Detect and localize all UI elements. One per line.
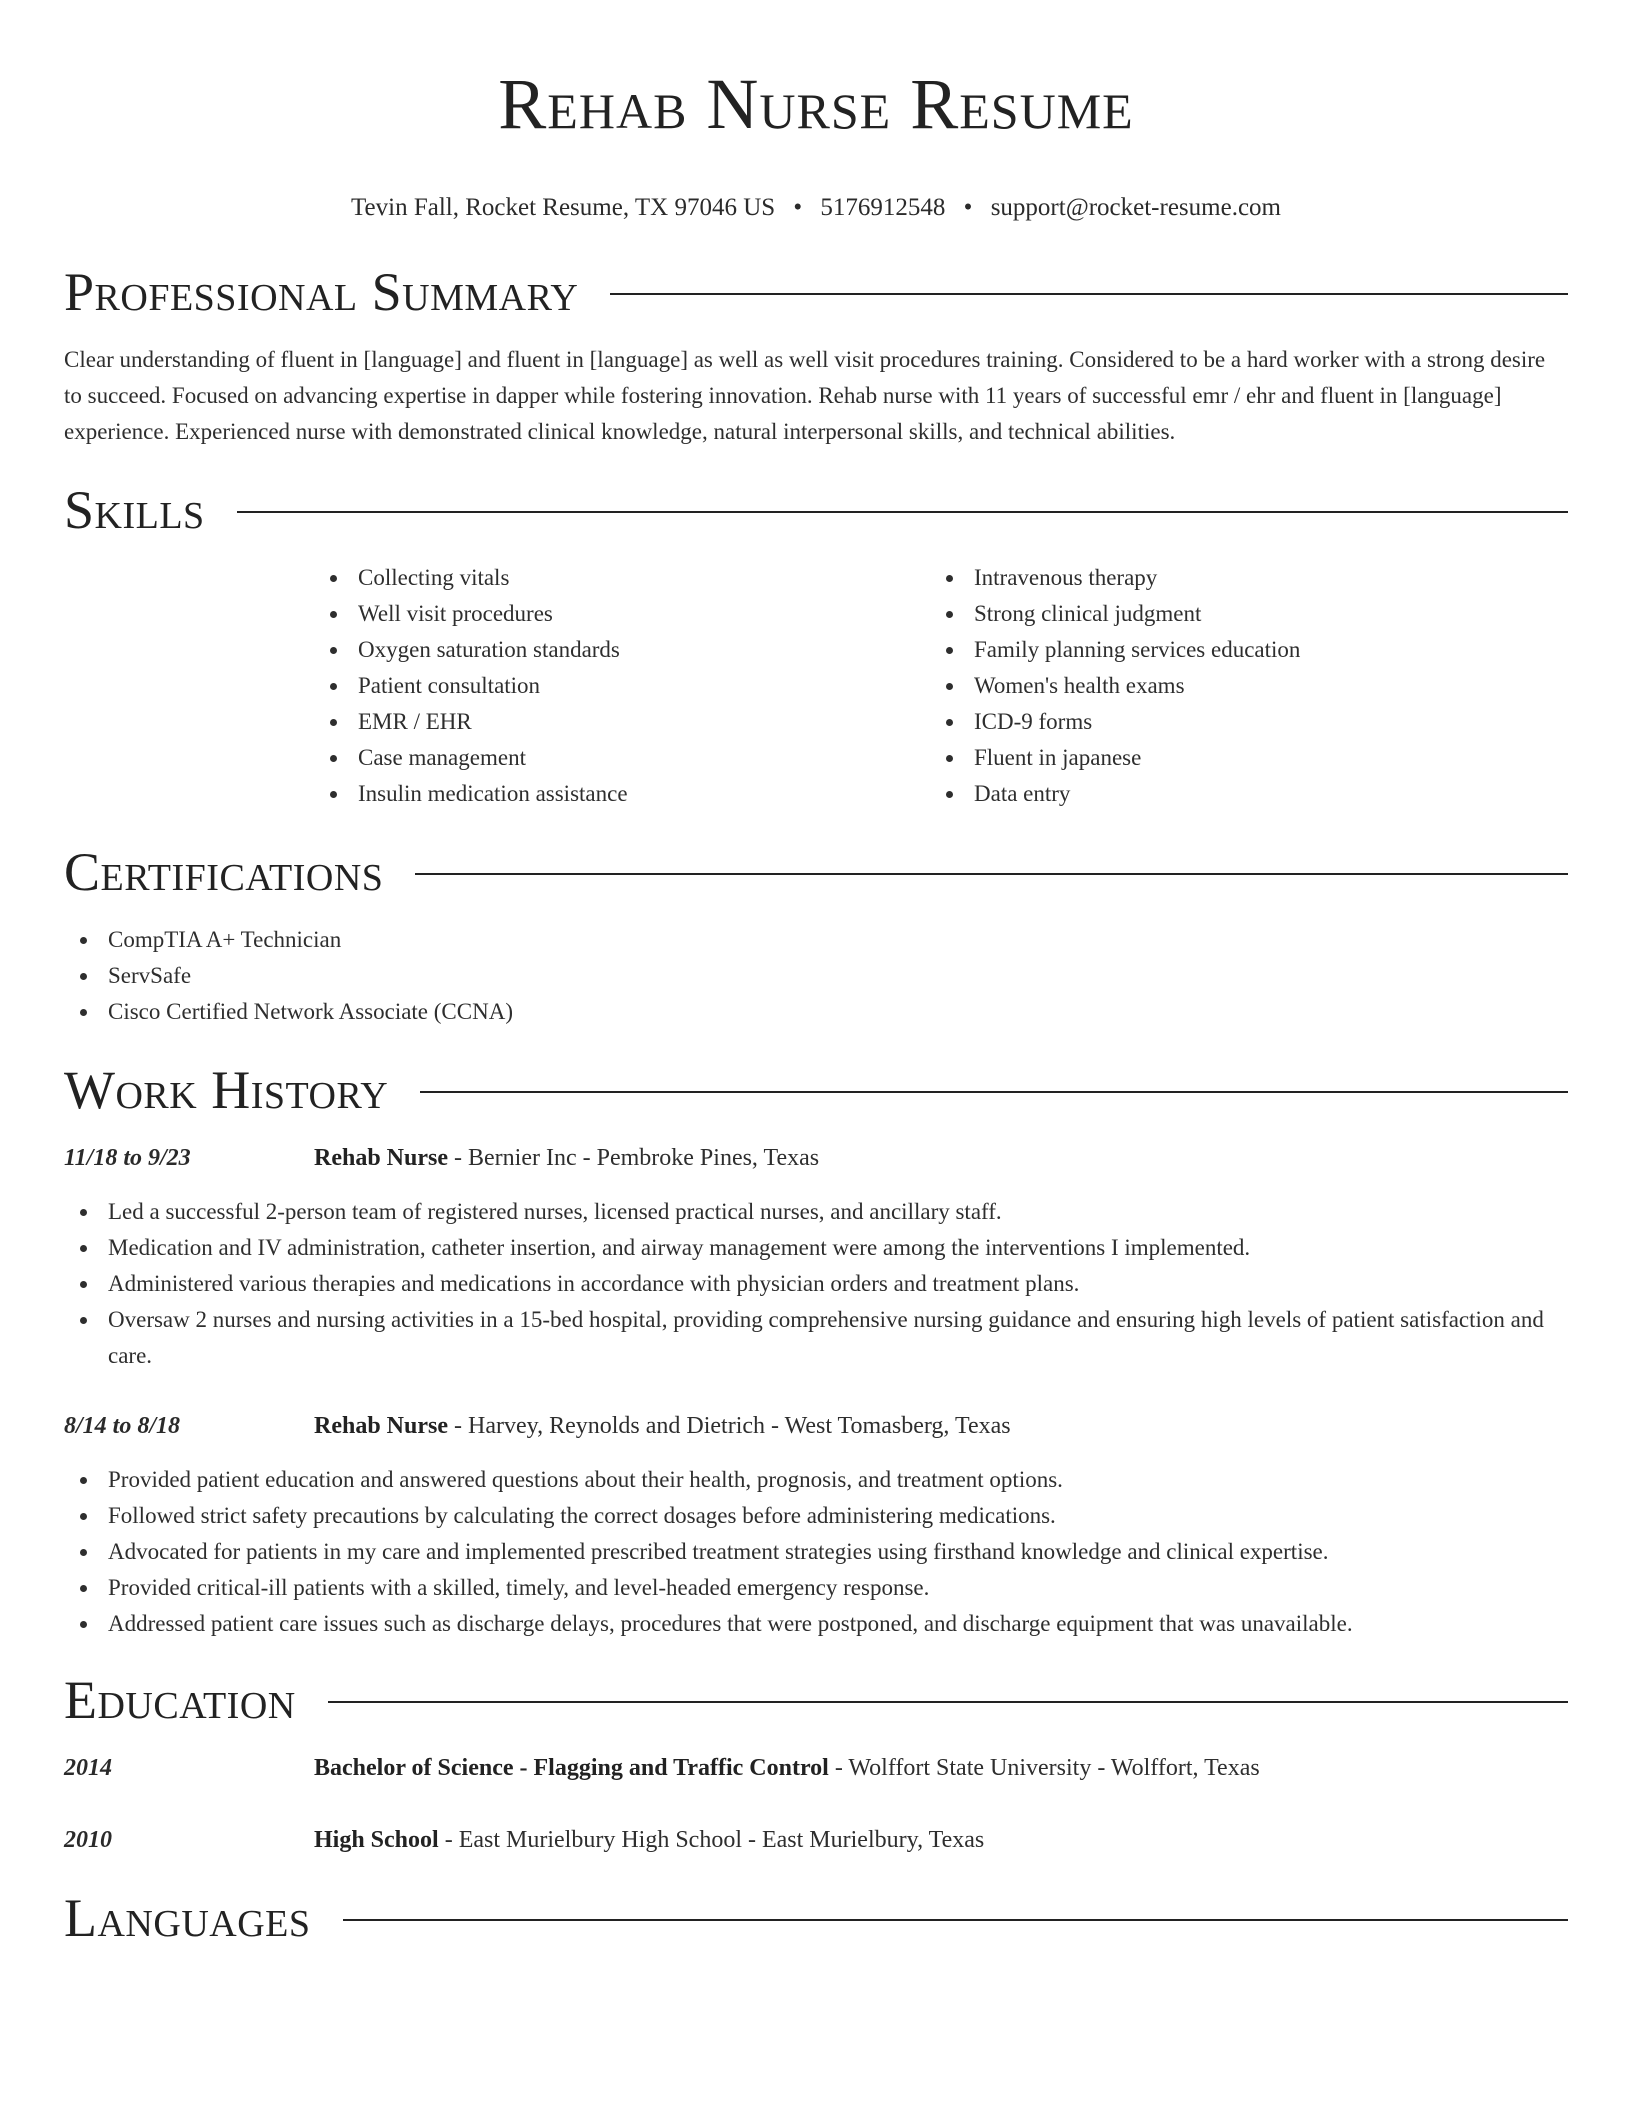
skill-item: Strong clinical judgment	[930, 596, 1546, 632]
job-bullet: Addressed patient care issues such as discharge delays, procedures that were postponed, and discharge equipment that was unavailable.	[64, 1606, 1568, 1642]
job-heading	[314, 1140, 1568, 1176]
job-bullet: Advocated for patients in my care and implemented prescribed treatment strategies using firsthand knowledge and clinical expertise.	[64, 1534, 1568, 1570]
section-title-education: Education	[64, 1670, 296, 1730]
education-degree: High School	[314, 1827, 439, 1853]
certification-item: ServSafe	[64, 958, 1568, 994]
skill-item: ICD-9 forms	[930, 704, 1546, 740]
section-divider	[420, 1091, 1568, 1093]
job-title: Rehab Nurse	[314, 1413, 449, 1439]
skills-grid	[314, 560, 1568, 812]
education-year: 2010	[64, 1827, 112, 1853]
section-divider	[328, 1701, 1568, 1703]
page-title: Rehab Nurse Resume	[498, 64, 1134, 144]
section-header-languages	[64, 1886, 1568, 1950]
job-bullet: Administered various therapies and medications in accordance with physician orders and treatment plans.	[64, 1266, 1568, 1302]
skill-item: Well visit procedures	[314, 596, 930, 632]
skills-list-right	[930, 560, 1546, 812]
skill-item: Data entry	[930, 776, 1546, 812]
education-heading	[314, 1822, 1568, 1858]
job-bullet: Followed strict safety precautions by calculating the correct dosages before administering medications.	[64, 1498, 1568, 1534]
skills-list-left	[314, 560, 930, 812]
job-title: Rehab Nurse	[314, 1145, 449, 1171]
skill-item: Oxygen saturation standards	[314, 632, 930, 668]
job-bullet: Oversaw 2 nurses and nursing activities in a 15-bed hospital, providing comprehensive nursing guidance and ensuring high levels of patient satisfaction and care.	[64, 1302, 1568, 1374]
job-heading	[314, 1408, 1568, 1444]
job-entry	[64, 1408, 1568, 1444]
certification-item: Cisco Certified Network Associate (CCNA)	[64, 994, 1568, 1030]
section-divider	[237, 511, 1568, 513]
job-employer: - Bernier Inc - Pembroke Pines, Texas	[448, 1145, 820, 1171]
education-entry	[64, 1822, 1568, 1858]
skill-item: Intravenous therapy	[930, 560, 1546, 596]
contact-address: Tevin Fall, Rocket Resume, TX 97046 US	[351, 194, 776, 221]
education-school: - Wolffort State University - Wolffort, Texas	[828, 1755, 1260, 1781]
job-bullets	[64, 1194, 1568, 1374]
contact-separator: •	[793, 194, 803, 221]
section-title-summary: Professional Summary	[64, 262, 579, 322]
job-bullet: Provided critical-ill patients with a skilled, timely, and level-headed emergency response.	[64, 1570, 1568, 1606]
section-divider	[343, 1919, 1569, 1921]
section-header-summary	[64, 260, 1568, 324]
education-school: - East Murielbury High School - East Murielbury, Texas	[438, 1827, 985, 1853]
certification-item: CompTIA A+ Technician	[64, 922, 1568, 958]
skill-item: Case management	[314, 740, 930, 776]
section-title-languages: Languages	[64, 1888, 311, 1948]
section-divider	[610, 293, 1568, 295]
section-title-skills: Skills	[64, 480, 205, 540]
job-bullet: Provided patient education and answered questions about their health, prognosis, and treatment options.	[64, 1462, 1568, 1498]
contact-email: support@rocket-resume.com	[990, 194, 1281, 221]
section-title-certifications: Certifications	[64, 842, 384, 902]
job-dates: 8/14 to 8/18	[64, 1413, 181, 1439]
skill-item: Collecting vitals	[314, 560, 930, 596]
section-header-certifications	[64, 840, 1568, 904]
contact-separator: •	[963, 194, 973, 221]
summary-text: Clear understanding of fluent in [language] and fluent in [language] as well as well visit procedures training. Considered to be a hard worker with a strong desire to succeed. Focused on advancing expertise in dapper while fostering innovation. Rehab nurse with 11 years of successful emr / ehr and fluent in [language] experience. Experienced nurse with demonstrated clinical knowledge, natural interpersonal skills, and technical abilities.	[64, 347, 1546, 444]
education-year: 2014	[64, 1755, 112, 1781]
section-header-education	[64, 1668, 1568, 1732]
education-heading	[314, 1750, 1568, 1786]
job-dates: 11/18 to 9/23	[64, 1145, 191, 1171]
education-degree: Bachelor of Science - Flagging and Traffic Control	[314, 1755, 829, 1781]
skill-item: Fluent in japanese	[930, 740, 1546, 776]
contact-line	[64, 190, 1568, 226]
section-header-skills	[64, 478, 1568, 542]
contact-phone: 5176912548	[820, 194, 946, 221]
section-header-work-history	[64, 1058, 1568, 1122]
skill-item: Family planning services education	[930, 632, 1546, 668]
job-employer: - Harvey, Reynolds and Dietrich - West Tomasberg, Texas	[448, 1413, 1011, 1439]
resume-page	[64, 0, 1568, 1950]
certifications-list	[64, 922, 1568, 1030]
skill-item: EMR / EHR	[314, 704, 930, 740]
section-title-work-history: Work History	[64, 1060, 389, 1120]
skill-item: Women's health exams	[930, 668, 1546, 704]
job-bullet: Medication and IV administration, catheter insertion, and airway management were among the interventions I implemented.	[64, 1230, 1568, 1266]
education-entry	[64, 1750, 1568, 1786]
job-bullets	[64, 1462, 1568, 1642]
job-bullet: Led a successful 2-person team of registered nurses, licensed practical nurses, and ancillary staff.	[64, 1194, 1568, 1230]
skill-item: Patient consultation	[314, 668, 930, 704]
skill-item: Insulin medication assistance	[314, 776, 930, 812]
job-entry	[64, 1140, 1568, 1176]
section-divider	[415, 873, 1568, 875]
